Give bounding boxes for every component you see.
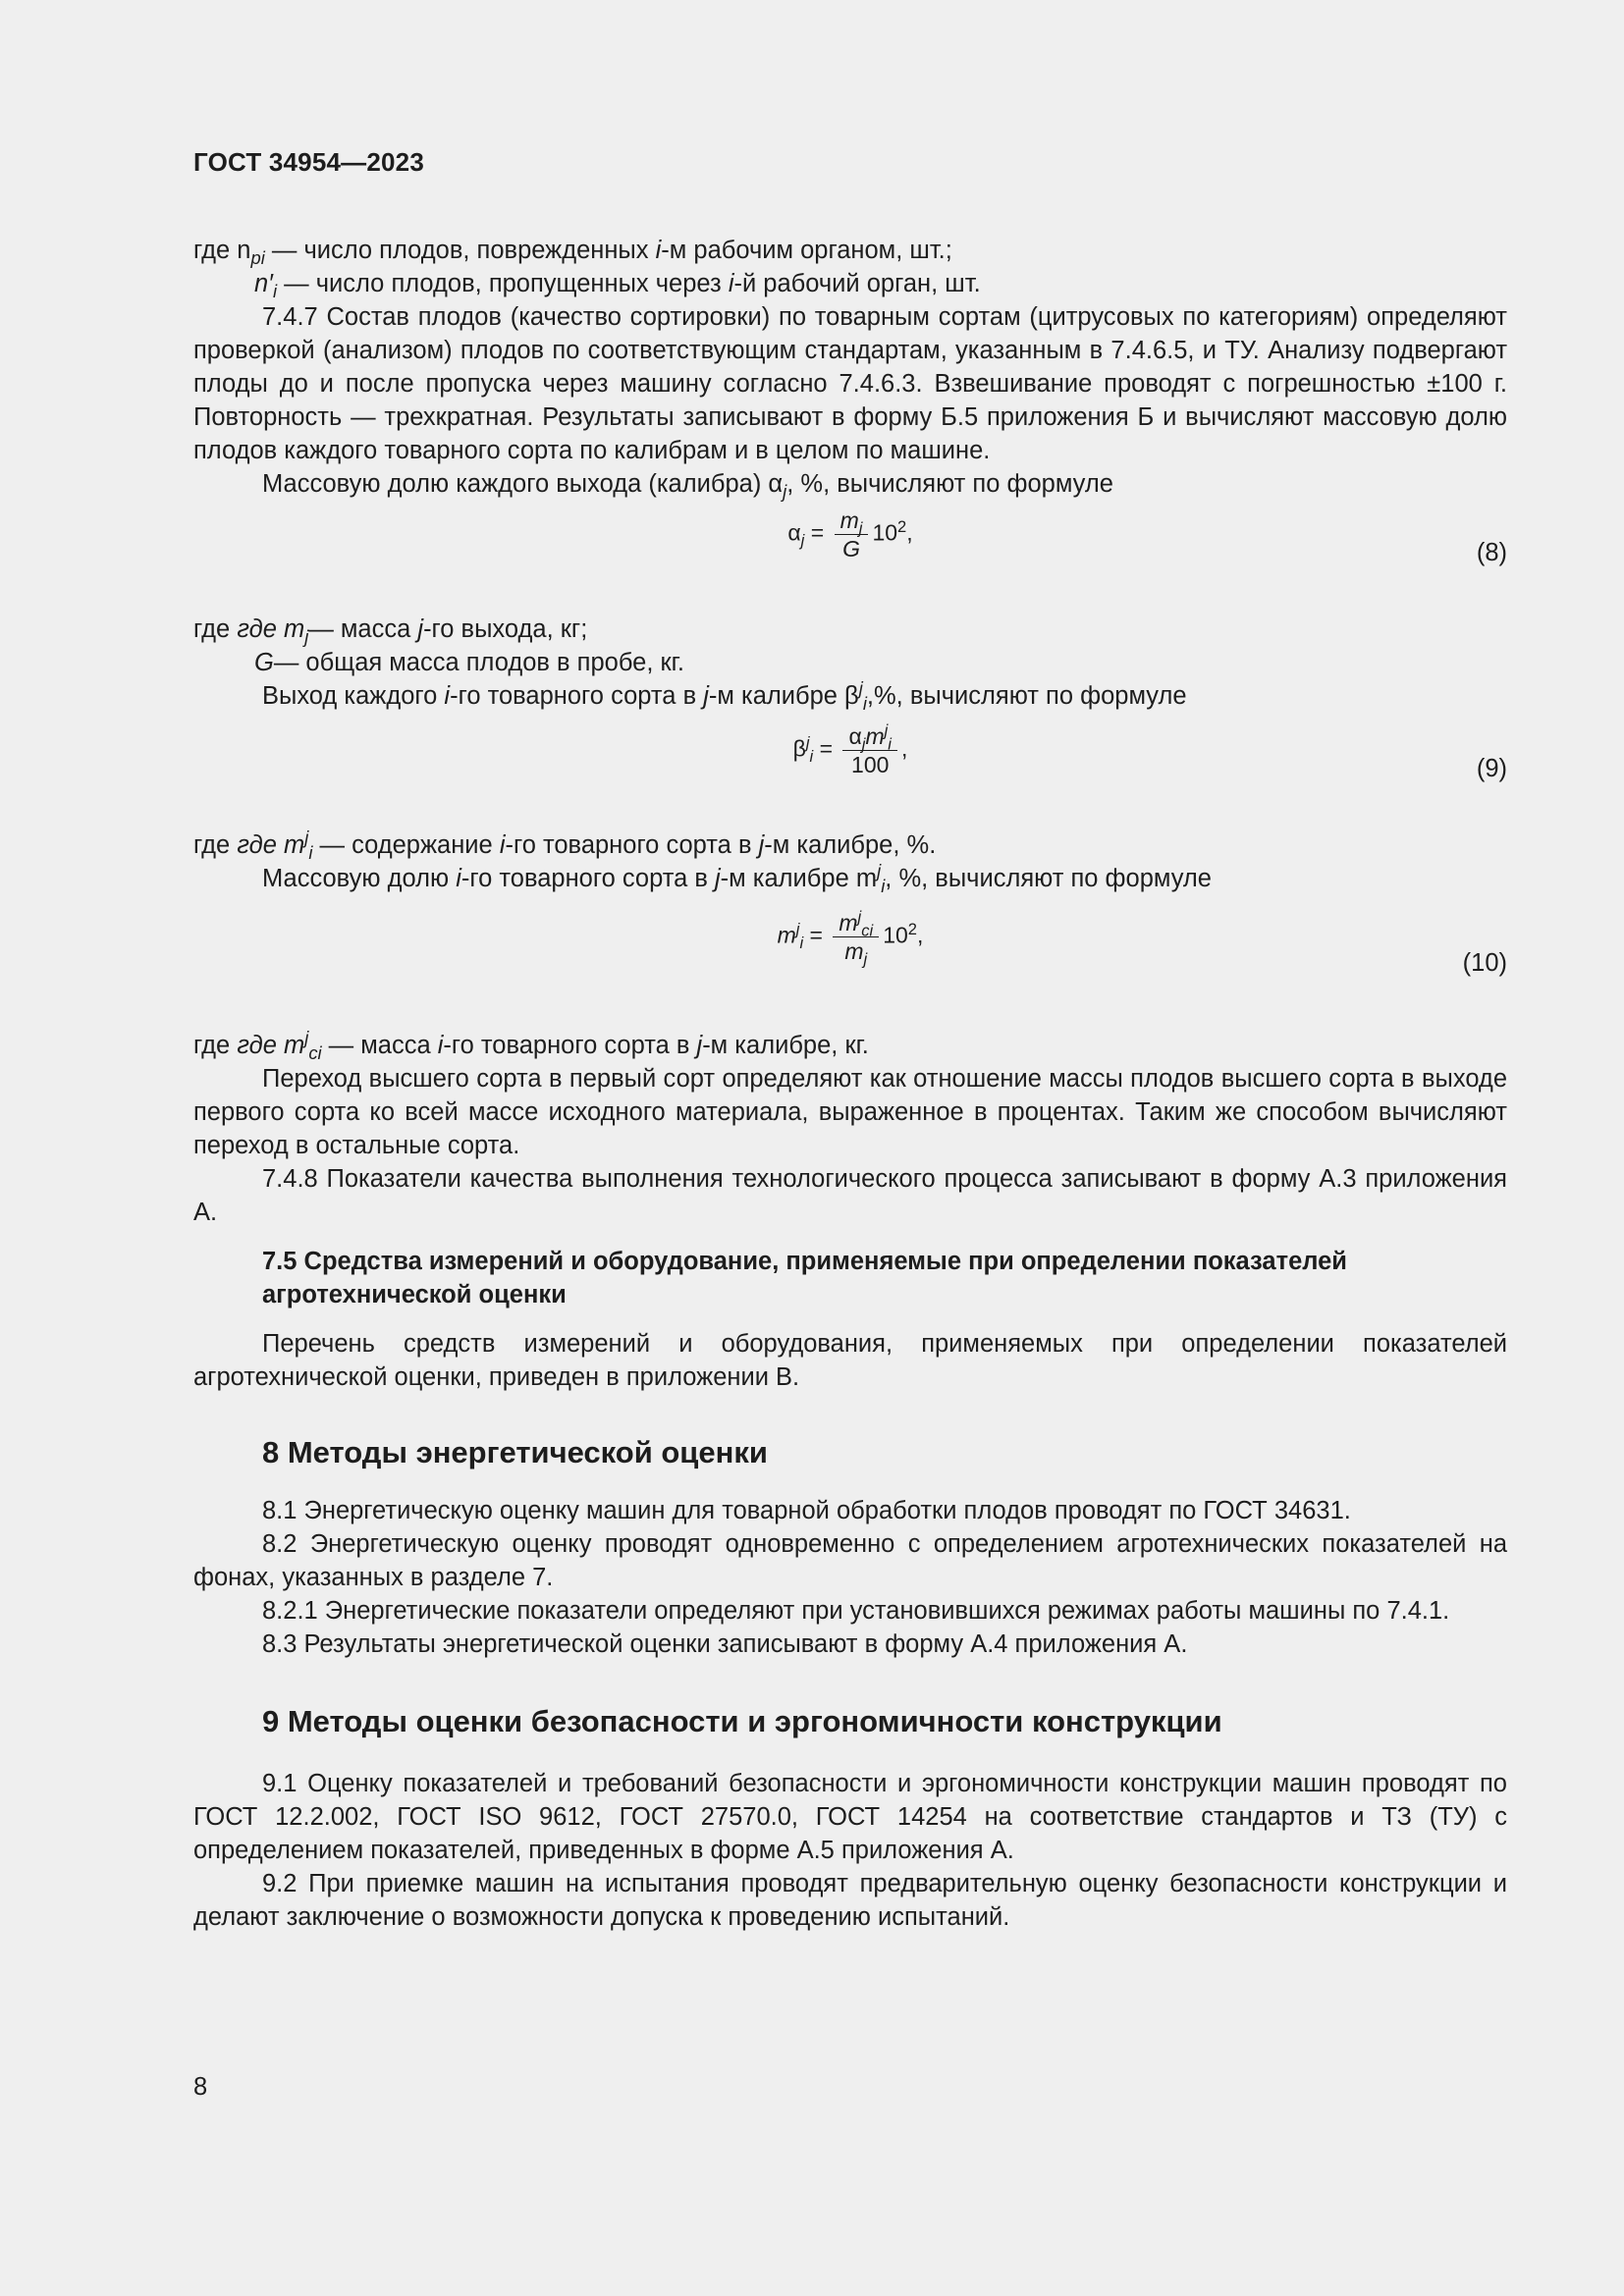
page-number: 8 (193, 2073, 208, 2101)
paragraph-mass-share-intro: Массовую долю каждого выхода (калибра) $\alpha_j$, %, вычисляют по формуле (262, 470, 1113, 503)
section-7-5-title: 7.5 Средства измерений и оборудование, применяемые при определении показателей агротехнической оценки (262, 1248, 1347, 1308)
paragraph-beta-intro: Выход каждого i-го товарного сорта в j-м калибре $\beta^j_i,\%$, вычисляют по формуле (262, 677, 1187, 715)
definition-G: G — общая масса плодов в пробе, кг. (254, 649, 684, 676)
formula-8: $\alpha_j$ = $\frac{m_j}{G}$ $10^2$, (8) (193, 507, 1507, 601)
paragraph-7-4-8: 7.4.8 Показатели качества выполнения технологического процесса записывают в форму А.3 приложения А. (193, 1165, 1507, 1226)
document-header: ГОСТ 34954—2023 (193, 147, 424, 177)
paragraph-9-2: 9.2 При приемке машин на испытания проводят предварительную оценку безопасности конструкции и делают заключение о возможности допуска к проведению испытаний. (193, 1870, 1507, 1931)
paragraph-mji-intro: Массовую долю i-го товарного сорта в j-м калибре $m^j_i$, %, вычисляют по формуле (262, 860, 1212, 897)
formula-9: $\beta^j_i$ = $\frac{\alpha_jm^j_i}{100}$ , (9) (193, 722, 1507, 817)
paragraph-7-4-7: 7.4.7 Состав плодов (качество сортировки) по товарным сортам (цитрусовых по категориям) определяют проверкой (анализом) плодов по соответствующим стандартам, указанным в 7.4.6.5, и ТУ. Анализу подвергают плоды до и после пропуска через машину согласно 7.4.6.3. Взвешивание проводят с погрешностью ±100 г. Повторность — трехкратная. Результаты записывают в форму Б.5 приложения Б и вычисляют массовую долю плодов каждого товарного сорта по калибрам и в целом по машине. (193, 303, 1507, 464)
document-body (193, 234, 1507, 1934)
formula-number: (10) (1462, 949, 1507, 977)
paragraph-7-5: Перечень средств измерений и оборудования, применяемых при определении показателей агротехнической оценки, приведен в приложении В. (193, 1330, 1507, 1391)
definition-n-prime: $n'_i$ — число плодов, пропущенных через i-й рабочий орган, шт. (254, 270, 981, 302)
formula-number: (8) (1476, 539, 1507, 566)
section-9-title: 9 Методы оценки безопасности и эргономичности конструкции (262, 1704, 1222, 1738)
definition-npi: где $n_{pi}$ — число плодов, поврежденных i-м рабочим органом, шт.; (193, 237, 952, 269)
formula-number: (9) (1476, 755, 1507, 782)
section-8-title: 8 Методы энергетической оценки (262, 1435, 768, 1469)
paragraph-8-2-1: 8.2.1 Энергетические показатели определяют при установившихся режимах работы машины по 7.4.1. (262, 1597, 1450, 1625)
paragraph-transition: Переход высшего сорта в первый сорт определяют как отношение массы плодов высшего сорта в выходе первого сорта ко всей массе исходного материала, выраженное в процентах. Таким же способом вычисляют переход в остальные сорта. (193, 1065, 1507, 1159)
definition-mjci: где где $m^j_{ci}$ — масса i-го товарного сорта в j-м калибре, кг. (193, 1027, 869, 1064)
paragraph-8-3: 8.3 Результаты энергетической оценки записывают в форму А.4 приложения А. (262, 1630, 1188, 1658)
formula-10: $m^j_i$ = $\frac{m^j_{ci}}{m_j}$ $10^2$, (10) (193, 909, 1507, 1019)
fraction: $\frac{m_j}{G}$ (835, 507, 869, 562)
paragraph-8-1: 8.1 Энергетическую оценку машин для товарной обработки плодов проводят по ГОСТ 34631. (262, 1497, 1351, 1524)
paragraph-8-2: 8.2 Энергетическую оценку проводят одновременно с определением агротехнических показателей на фонах, указанных в разделе 7. (193, 1530, 1507, 1591)
definition-mji: где где $m^j_i$ — содержание i-го товарного сорта в j-м калибре, %. (193, 827, 937, 864)
fraction: $\frac{\alpha_jm^j_i}{100}$ (842, 722, 897, 778)
fraction: $\frac{m^j_{ci}}{m_j}$ (833, 909, 879, 965)
paragraph-9-1: 9.1 Оценку показателей и требований безопасности и эргономичности конструкции машин проводят по ГОСТ 12.2.002, ГОСТ ISO 9612, ГОСТ 27570.0, ГОСТ 14254 на соответствие стандартов и ТЗ (ТУ) с определением показателей, приведенных в форме А.5 приложения А. (193, 1770, 1507, 1864)
definition-mj: где где $m_j$ — масса j-го выхода, кг; (193, 615, 588, 648)
